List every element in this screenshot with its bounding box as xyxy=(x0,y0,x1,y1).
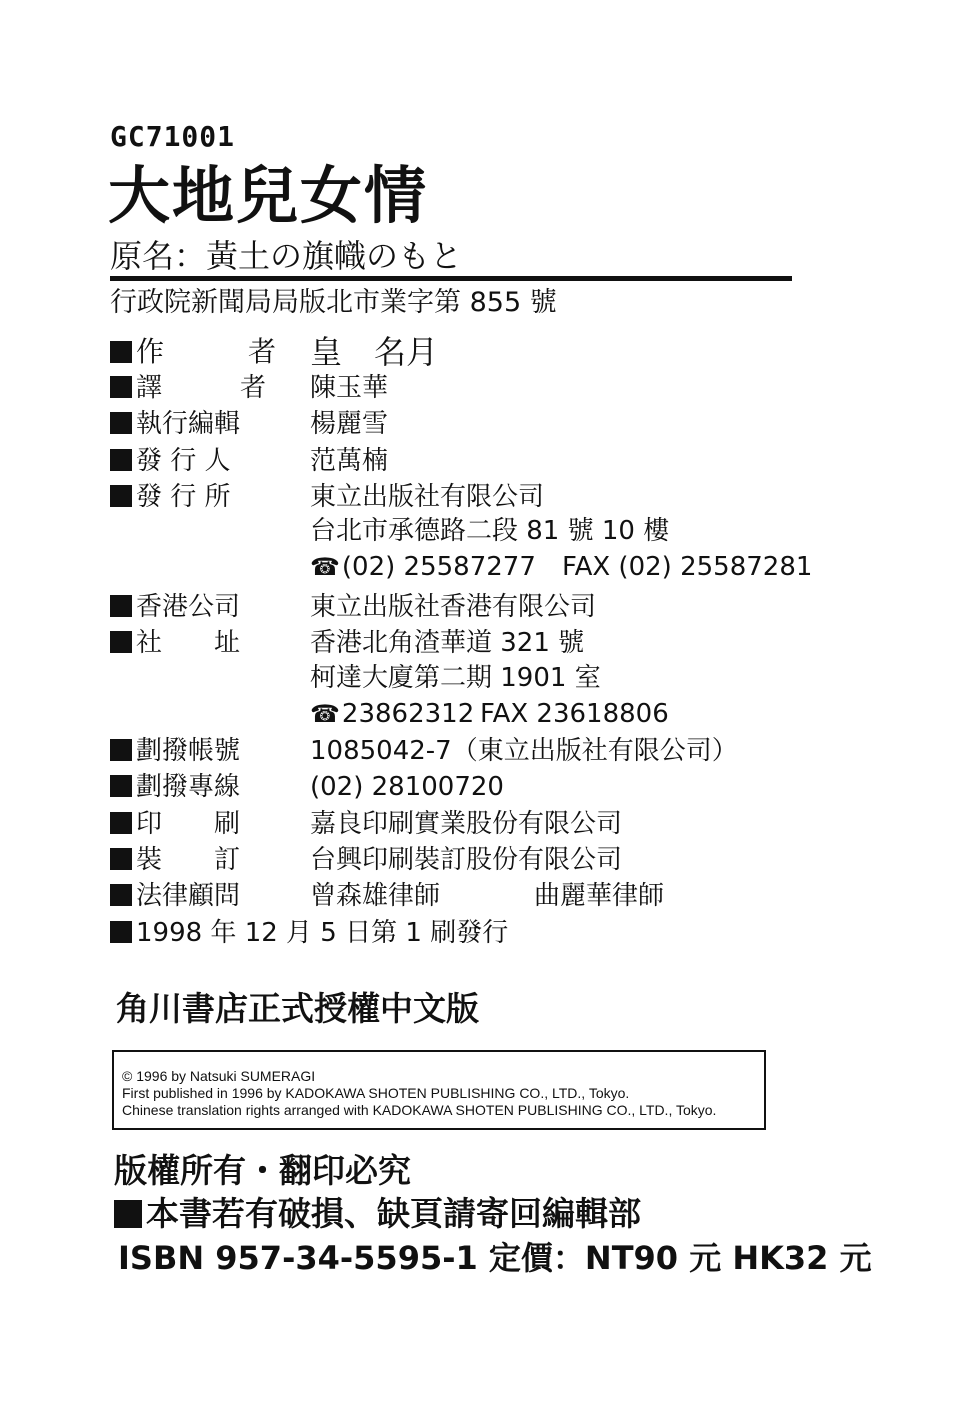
credit-label: 執行編輯 xyxy=(136,409,241,439)
phone-icon: ☎ xyxy=(310,553,340,581)
detail-value: 曾森雄律師 xyxy=(310,881,441,911)
issue-date: 1998 年 12 月 5 日第 1 刷發行 xyxy=(136,918,509,948)
title-divider xyxy=(110,276,792,281)
credit-label: 法律顧問 xyxy=(136,881,241,911)
credit-row-translator xyxy=(110,370,389,406)
hk-company-row xyxy=(110,589,597,625)
credit-value: 東立出版社有限公司 xyxy=(310,482,545,512)
detail-value: 1085042-7（東立出版社有限公司） xyxy=(310,736,738,766)
square-bullet-icon xyxy=(110,739,132,761)
square-bullet-icon xyxy=(110,848,132,870)
hk-phone-number: 23862312 xyxy=(341,699,475,729)
square-bullet-icon xyxy=(110,595,132,617)
detail-row-account xyxy=(110,733,738,769)
rights-statement: 版權所有・翻印必究 xyxy=(114,1151,411,1190)
product-code: GC71001 xyxy=(110,120,236,153)
credit-label: 發 行 所 xyxy=(136,482,231,512)
square-bullet-icon xyxy=(114,1200,142,1228)
square-bullet-icon xyxy=(110,341,132,363)
credit-label: 譯 者 xyxy=(136,373,267,403)
detail-value: 台興印刷裝訂股份有限公司 xyxy=(310,845,623,875)
copyright-line: Chinese translation rights arranged with KADOKAWA SHOTEN PUBLISHING CO., LTD., Tokyo. xyxy=(122,1102,717,1118)
hk-address-row xyxy=(110,625,585,661)
credit-label: 劃撥帳號 xyxy=(136,736,241,766)
authorization-statement: 角川書店正式授權中文版 xyxy=(116,989,479,1028)
damage-notice xyxy=(114,1193,641,1235)
original-title: 原名：黃土の旗幟のもと xyxy=(110,237,463,275)
credit-label: 作 者 xyxy=(136,335,277,368)
copyright-line: First published in 1996 by KADOKAWA SHOTEN PUBLISHING CO., LTD., Tokyo. xyxy=(122,1085,630,1101)
square-bullet-icon xyxy=(110,884,132,906)
credit-label: 社 址 xyxy=(136,628,241,658)
square-bullet-icon xyxy=(110,812,132,834)
hk-phone xyxy=(310,696,474,732)
credit-row-editor xyxy=(110,406,389,442)
publisher-phone xyxy=(310,549,536,585)
credit-value: 楊麗雪 xyxy=(310,409,389,439)
credit-row-publisher xyxy=(110,479,545,515)
square-bullet-icon xyxy=(110,376,132,398)
credit-label: 印 刷 xyxy=(136,809,241,839)
license-number: 行政院新聞局局版北市業字第 855 號 xyxy=(110,287,557,318)
square-bullet-icon xyxy=(110,449,132,471)
phone-icon: ☎ xyxy=(310,700,340,728)
detail-row-legal xyxy=(110,878,665,914)
damage-notice-text: 本書若有破損、缺頁請寄回編輯部 xyxy=(146,1194,641,1233)
detail-value: (02) 28100720 xyxy=(310,772,504,802)
credit-row-author xyxy=(110,333,439,371)
credit-label: 發 行 人 xyxy=(136,446,231,476)
square-bullet-icon xyxy=(110,775,132,797)
detail-value: 嘉良印刷實業股份有限公司 xyxy=(310,809,623,839)
hk-address-line1: 香港北角渣華道 321 號 xyxy=(310,628,585,658)
detail-row-hotline xyxy=(110,769,504,805)
square-bullet-icon xyxy=(110,412,132,434)
isbn-price: ISBN 957-34-5595-1 定價：NT90 元 HK32 元 xyxy=(118,1239,872,1277)
issue-date-row xyxy=(110,915,508,951)
credit-label: 香港公司 xyxy=(136,592,241,622)
credit-value: 皇 名月 xyxy=(310,333,439,371)
book-title: 大地兒女情 xyxy=(108,159,429,232)
credit-label: 裝 訂 xyxy=(136,845,241,875)
credit-value: 范萬楠 xyxy=(310,446,389,476)
square-bullet-icon xyxy=(110,631,132,653)
publisher-address: 台北市承德路二段 81 號 10 樓 xyxy=(310,516,670,546)
hk-address-line2: 柯達大廈第二期 1901 室 xyxy=(310,663,601,693)
publisher-phone-number: (02) 25587277 xyxy=(341,552,536,582)
hk-company: 東立出版社香港有限公司 xyxy=(310,592,597,622)
publisher-fax: FAX (02) 25587281 xyxy=(562,552,813,582)
copyright-box xyxy=(112,1050,766,1130)
copyright-line: © 1996 by Natsuki SUMERAGI xyxy=(122,1068,316,1084)
square-bullet-icon xyxy=(110,921,132,943)
detail-row-binding xyxy=(110,842,623,878)
credit-row-publisher-person xyxy=(110,443,389,479)
hk-fax: FAX 23618806 xyxy=(480,699,669,729)
detail-value-2: 曲麗華律師 xyxy=(534,881,665,911)
credit-value: 陳玉華 xyxy=(310,373,389,403)
credit-label: 劃撥專線 xyxy=(136,772,241,802)
square-bullet-icon xyxy=(110,485,132,507)
detail-row-printing xyxy=(110,806,623,842)
